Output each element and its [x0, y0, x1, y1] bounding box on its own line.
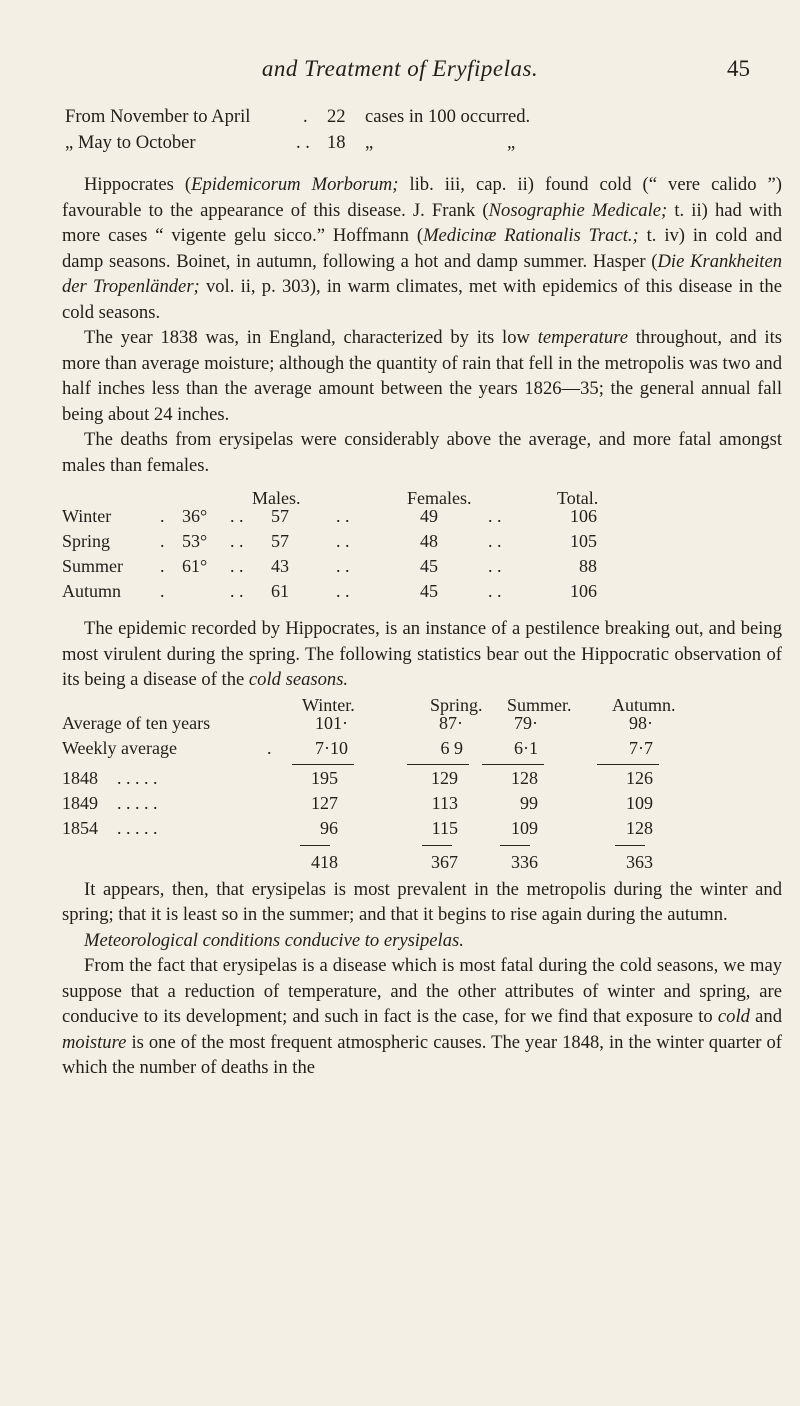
occurrence-period: From November to April — [65, 106, 251, 127]
table1-sep: . . — [488, 506, 502, 526]
total-spring: 367 — [431, 851, 458, 872]
rule — [482, 764, 544, 765]
table1-season: Summer — [62, 556, 123, 576]
rule — [422, 845, 452, 846]
table2-weekly-row — [62, 736, 782, 766]
table2-autumn: 128 — [626, 817, 653, 838]
table2-dots: . . . . . — [117, 817, 158, 838]
table1-row — [62, 554, 782, 579]
table2-winter: 195 — [311, 767, 338, 788]
table1-sep: . . — [488, 581, 502, 601]
table2-spring: 113 — [431, 792, 458, 813]
page-header — [0, 56, 800, 86]
table1-dot: . — [160, 556, 165, 576]
rule — [300, 845, 330, 846]
table1-total: 88 — [579, 556, 597, 576]
table2-spring: 129 — [431, 767, 458, 788]
rule — [407, 764, 469, 765]
occurrence-period: „ May to October — [65, 132, 196, 153]
table2-winter: 127 — [311, 792, 338, 813]
occurrence-dots: . — [303, 106, 308, 127]
table1-row — [62, 504, 782, 529]
row-label: Weekly average — [62, 737, 177, 758]
table1-males: 61 — [271, 581, 289, 601]
table1-header-males: Males. — [252, 488, 301, 508]
table1-dot: . — [160, 531, 165, 551]
total-summer: 336 — [511, 851, 538, 872]
table2-dots: . . . . . — [117, 792, 158, 813]
table2-year-row — [62, 766, 782, 791]
table2-header-autumn: Autumn. — [612, 694, 676, 715]
rule — [615, 845, 645, 846]
table1-sep: . . — [336, 506, 350, 526]
table2-winter: 96 — [320, 817, 338, 838]
cell: 7·7 — [629, 737, 653, 758]
table1-sep: . . — [230, 556, 244, 576]
table1-males: 57 — [271, 531, 289, 551]
occurrence-count: 22 — [327, 106, 346, 127]
table1-total: 106 — [570, 506, 597, 526]
table1-season: Winter — [62, 506, 112, 526]
table1-sep: . . — [230, 581, 244, 601]
table2-summer: 128 — [511, 767, 538, 788]
table1-season: Spring — [62, 531, 111, 551]
table2-summer: 109 — [511, 817, 538, 838]
table1-header-total: Total. — [557, 488, 599, 508]
table2-average-row — [62, 711, 782, 736]
running-title: and Treatment of Eryfipelas. — [261, 56, 539, 81]
table2-year: 1854 — [62, 817, 98, 838]
table1-season: Autumn — [62, 581, 122, 601]
table1-sep: . . — [336, 556, 350, 576]
table1-body — [62, 504, 782, 604]
table1-sep: . . — [488, 556, 502, 576]
cell: 79· — [514, 712, 538, 733]
table1-sep: . . — [488, 531, 502, 551]
table2-dots: . . . . . — [117, 767, 158, 788]
table2-year-row — [62, 816, 782, 841]
rule — [500, 845, 530, 846]
table1-temp: 36° — [182, 506, 208, 526]
rule — [292, 764, 354, 765]
table2-spring: 115 — [431, 817, 458, 838]
table2-header — [62, 693, 782, 715]
table1-sep: . . — [230, 531, 244, 551]
table2-header-summer: Summer. — [507, 694, 572, 715]
table2-totals-row — [62, 841, 782, 877]
table1-sep: . . — [230, 506, 244, 526]
cell: 87· — [439, 712, 463, 733]
table2-year-row — [62, 791, 782, 816]
table2-year: 1848 — [62, 767, 98, 788]
table1-temp: 53° — [182, 531, 208, 551]
occurrence-text: cases in 100 occurred. — [365, 106, 531, 127]
table2-year: 1849 — [62, 792, 98, 813]
page-number: 45 — [727, 56, 750, 81]
occurrence-line-2 — [62, 130, 782, 156]
table2-autumn: 126 — [626, 767, 653, 788]
total-autumn: 363 — [626, 851, 653, 872]
paragraph: The deaths from erysipelas were considerably above the average, and more fatal amongst males than females. — [62, 429, 782, 476]
page-content — [62, 104, 782, 1081]
table1-row — [62, 529, 782, 554]
table1-header — [62, 486, 782, 508]
table2-autumn: 109 — [626, 792, 653, 813]
ditto-mark: „ — [365, 132, 374, 153]
table1-females: 45 — [420, 581, 438, 601]
table1-males: 57 — [271, 506, 289, 526]
table1-females: 49 — [420, 506, 438, 526]
table1-sep: . . — [336, 531, 350, 551]
table2-header-winter: Winter. — [302, 694, 355, 715]
table1-females: 48 — [420, 531, 438, 551]
row-label: Average of ten years — [62, 712, 211, 733]
table2-header-spring: Spring. — [430, 694, 483, 715]
paragraph: It appears, then, that erysipelas is most prevalent in the metropolis during the winter and spring; that it is least so in the summer; and that it begins to rise again during the autumn. — [62, 878, 782, 925]
table1-header-females: Females. — [407, 488, 472, 508]
section-subheading: Meteorological conditions conducive to erysipelas. — [84, 929, 464, 951]
paragraph: Hippocrates (Epidemicorum Morborum; lib. iii, cap. ii) found cold (“ vere calido ”) favourable to the appearance of this disease. J. Frank (Nosographie Medicale; t. ii) had with more cases “ vigente gelu sicco.” Hoffmann (Medicinæ Rationalis Tract.; t. iv) in cold and damp seasons. Boinet, in autumn, following a hot and damp summer. Hasper (Die Krankheiten der Tropenländer; vol. ii, p. 303), in warm climates, met with epidemics of this disease in the cold seasons. — [62, 174, 783, 323]
cell: 101· — [315, 712, 348, 733]
paragraph: From the fact that erysipelas is a disease which is most fatal during the cold seasons, we may suppose that a reduction of temperature, and the other attributes of winter and spring, are conducive to its development; and such in fact is the case, for we find that exposure to cold and moisture is one of the most frequent atmospheric causes. The year 1848, in the winter quarter of which the number of deaths in the — [62, 955, 782, 1078]
table2-years — [62, 766, 782, 841]
table1-row — [62, 579, 782, 604]
table1-total: 105 — [570, 531, 597, 551]
table1-temp: 61° — [182, 556, 208, 576]
cell: 98· — [629, 712, 653, 733]
row-dot: . — [267, 737, 272, 758]
cell: 6·1 — [514, 737, 538, 758]
table1-males: 43 — [271, 556, 289, 576]
occurrence-dots: . . — [296, 132, 310, 153]
table2-summer: 99 — [520, 792, 538, 813]
cell: 7·10 — [315, 737, 348, 758]
rule — [597, 764, 659, 765]
occurrence-count: 18 — [327, 132, 346, 153]
table1-dot: . — [160, 581, 165, 601]
table1-females: 45 — [420, 556, 438, 576]
table1-sep: . . — [336, 581, 350, 601]
table1-dot: . — [160, 506, 165, 526]
paragraph: The epidemic recorded by Hippocrates, is an instance of a pestilence breaking out, and being most virulent during the spring. The following statistics bear out the Hippocratic observation of its being a disease of the cold seasons. — [62, 618, 782, 690]
total-winter: 418 — [311, 851, 338, 872]
ditto-mark: „ — [507, 132, 516, 153]
paragraph: The year 1838 was, in England, characterized by its low temperature throughout, and its more than average moisture; although the quantity of rain that fell in the metropolis was two and half inches less than the average amount between the years 1826—35; the general annual fall being about 24 inches. — [62, 327, 782, 425]
occurrence-line-1 — [62, 104, 782, 130]
cell: 6 9 — [440, 737, 463, 758]
table1-total: 106 — [570, 581, 597, 601]
